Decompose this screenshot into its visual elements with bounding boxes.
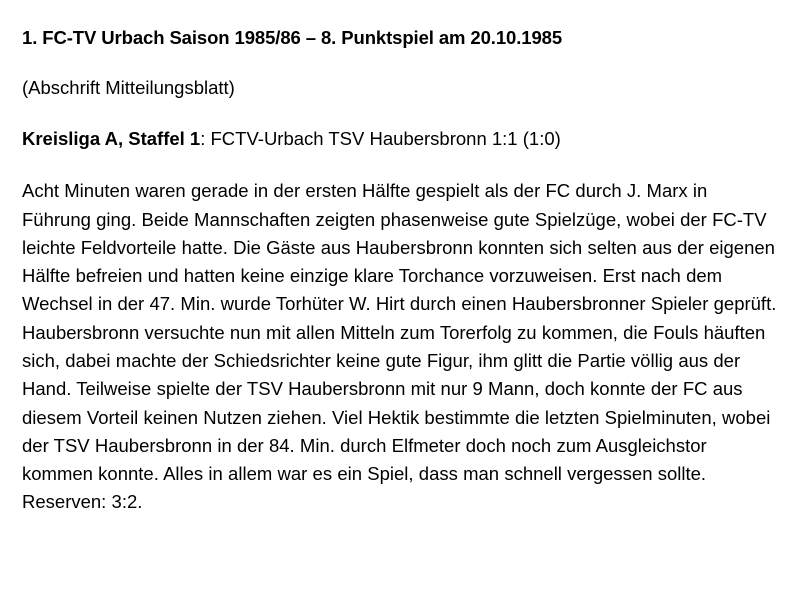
league-result-line <box>22 127 778 151</box>
reserves-result: Reserven: 3:2. <box>22 491 143 513</box>
page-title: 1. FC-TV Urbach Saison 1985/86 – 8. Punktspiel am 20.10.1985 <box>22 27 563 48</box>
league-name: Kreisliga A, Staffel 1 <box>22 127 201 149</box>
match-report <box>22 177 778 517</box>
document-subtitle: (Abschrift Mitteilungsblatt) <box>22 77 235 99</box>
match-result: : FCTV-Urbach TSV Haubersbronn 1:1 (1:0) <box>200 127 561 149</box>
match-report-text: Acht Minuten waren gerade in der ersten Hälfte gespielt als der FC durch J. Marx in Führung ging. Beide Mannschaften zeigten phasenweise gute Spielzüge, wobei der FC-TV leichte Feldvorteile hatte. Die Gäste aus Haubersbronn konnten sich selten aus der eigenen Hälfte befreien und hatten keine einzige klare Torchance vorzuweisen. Erst nach dem Wechsel in der 47. Min. wurde Torhüter W. Hirt durch einen Haubersbronner Spieler geprüft. Haubersbronn versuchte nun mit allen Mitteln zum Torerfolg zu kommen, die Fouls häuften sich, dabei machte der Schiedsrichter keine gute Figur, ihm glitt die Partie völlig aus der Hand. Teilweise spielte der TSV Haubersbronn mit nur 9 Mann, doch konnte der FC aus diesem Vorteil keinen Nutzen ziehen. Viel Hektik bestimmte die letzten Spielminuten, wobei der TSV Haubersbronn in der 84. Min. durch Elfmeter doch noch zum Ausgleichstor kommen konnte. Alles in allem war es ein Spiel, dass man schnell vergessen sollte. <box>22 180 777 485</box>
